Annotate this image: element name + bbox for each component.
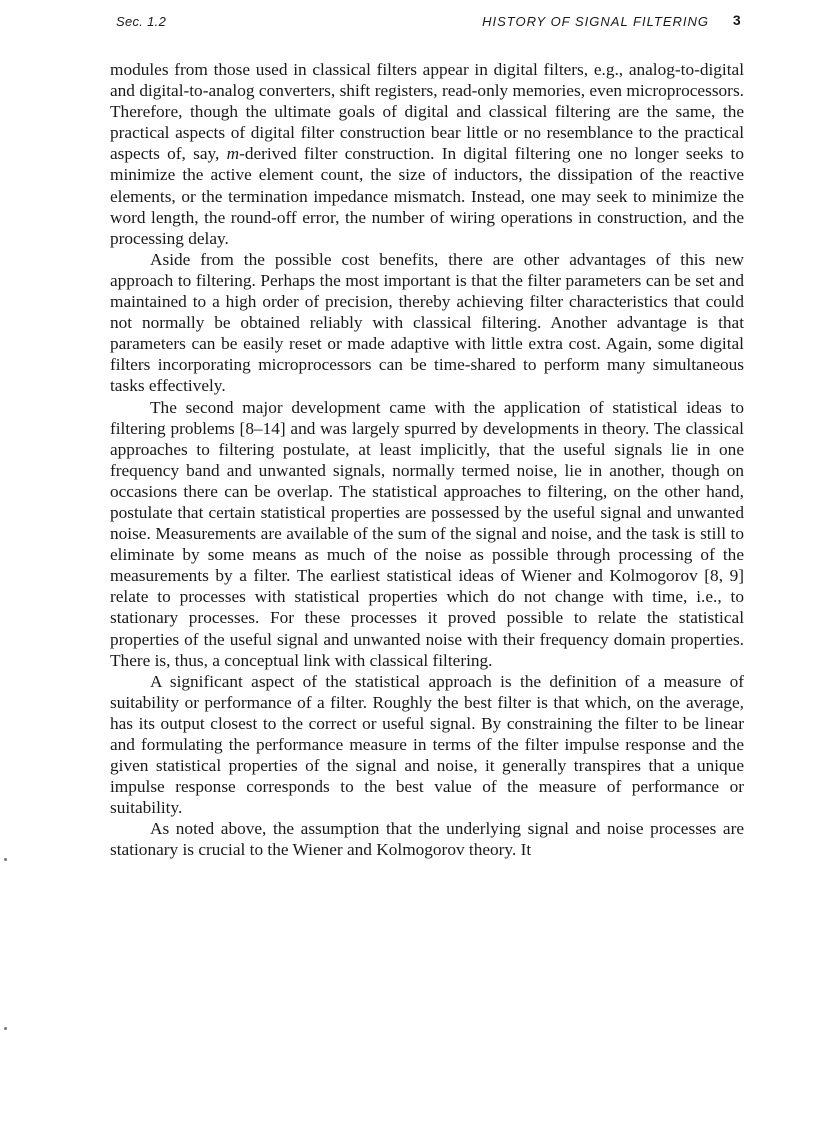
paragraph-stationarity: As noted above, the assumption that the underlying signal and noise processes are stationary is crucial to the Wiener and Kolmogorov theory. It — [110, 819, 744, 860]
paragraph-performance-measure: A significant aspect of the statistical approach is the definition of a measure of suitability or performance of a filter. Roughly the best filter is that which, on the average, has its output closest to the correct or useful signal. By constraining the filter to be linear and formulating the performance measure in terms of the filter impulse response and the given statistical properties of the signal and noise, it generally transpires that a unique impulse response corresponds to the best value of the measure of performance or suitability. — [110, 671, 744, 818]
section-label: Sec. 1.2 — [116, 14, 167, 29]
running-head — [116, 12, 741, 36]
margin-speck — [4, 1027, 7, 1030]
paragraph-statistical-development: The second major development came with the application of statistical ideas to filtering problems [8–14] and was largely spurred by developments in theory. The classical approaches to filtering postulate, at least implicitly, that the useful signals lie in one frequency band and unwanted signals, normally termed noise, lie in another, though on occasions there can be overlap. The statistical approaches to filtering, on the other hand, postulate that certain statistical properties are possessed by the useful signal and unwanted noise. Measurements are available of the sum of the signal and noise, and the task is still to eliminate by some means as much of the noise as possible through processing of the measurements by a filter. The earliest statistical ideas of Wiener and Kolmogorov [8, 9] relate to processes with statistical properties which do not change with time, i.e., to stationary processes. For these processes it proved possible to relate the statistical properties of the useful signal and unwanted noise with their frequency domain properties. There is, thus, a conceptual link with classical filtering. — [110, 397, 744, 670]
paragraph-advantages: Aside from the possible cost benefits, there are other advantages of this new approach to filtering. Perhaps the most important is that the filter parameters can be set and maintained to a high order of precision, thereby achieving filter characteristics that could not normally be obtained reliably with classical filtering. Another advantage is that parameters can be easily reset or made adaptive with little extra cost. Again, some digital filters incorporating microprocessors can be time-shared to perform many simultaneous tasks effectively. — [110, 249, 744, 396]
paragraph-continued: modules from those used in classical filters appear in digital filters, e.g., analog-to-digital and digital-to-analog converters, shift registers, read-only memories, even microprocessors. Therefore, though the ultimate goals of digital and classical filtering are the same, the practical aspects of digital filter construction bear little or no resemblance to the practical aspects of, say, m-derived filter construction. In digital filtering one no longer seeks to minimize the active element count, the size of inductors, the dissipation of the reactive elements, or the termination impedance mismatch. Instead, one may seek to minimize the word length, the round-off error, the number of wiring operations in construction, and the processing delay. — [110, 60, 744, 248]
page-number: 3 — [732, 12, 741, 28]
margin-speck — [4, 858, 7, 861]
chapter-title: HISTORY OF SIGNAL FILTERING — [482, 14, 709, 29]
body-text — [110, 59, 744, 861]
